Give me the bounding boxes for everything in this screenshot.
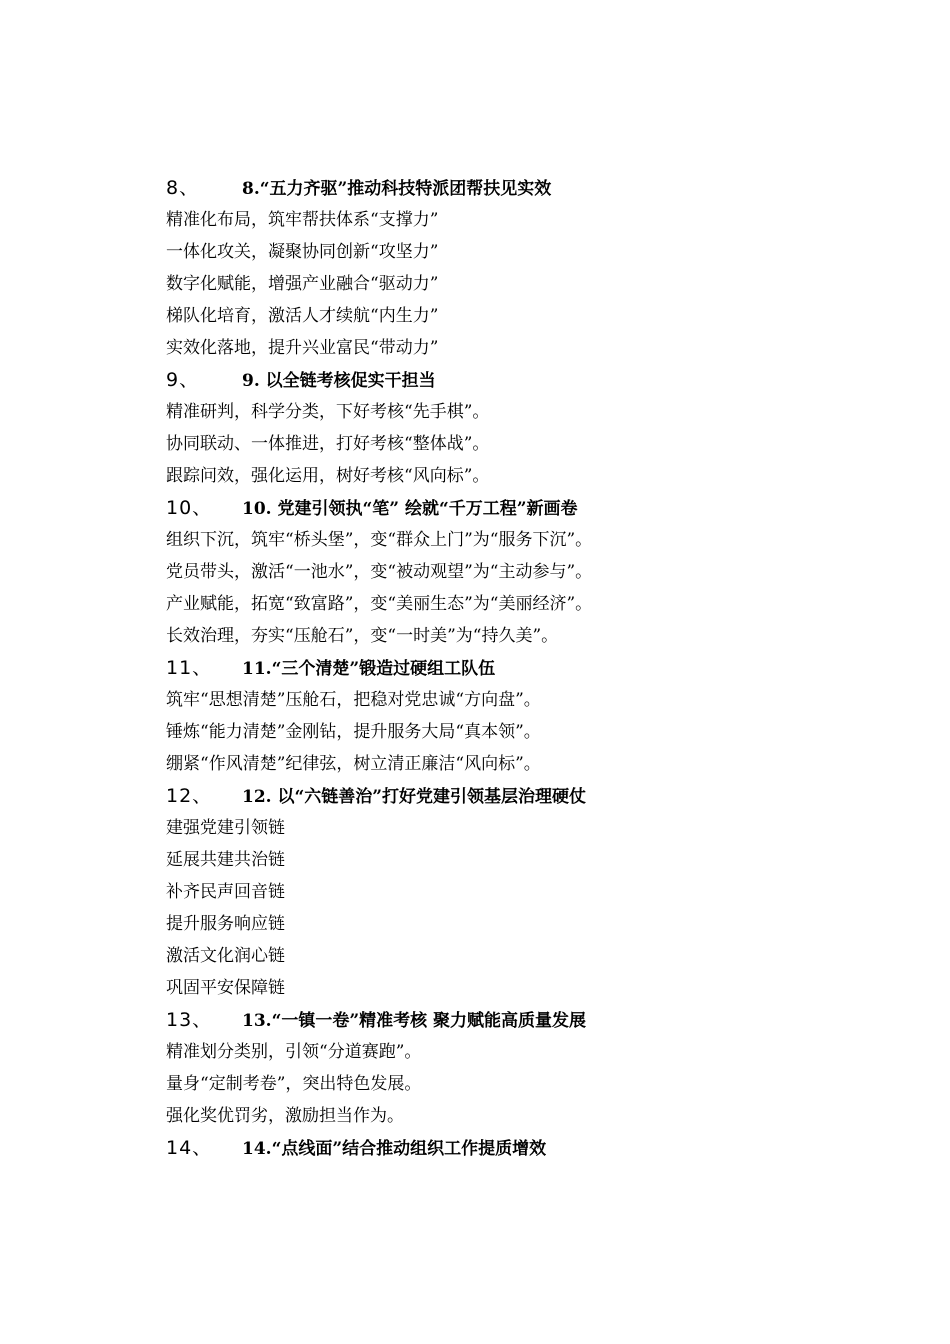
section-line: 实效化落地，提升兴业富民“带动力” <box>166 338 439 358</box>
section-number: 8、 <box>166 177 200 199</box>
section-line: 一体化攻关，凝聚协同创新“攻坚力” <box>166 242 439 262</box>
section-title: 13.“一镇一卷”精准考核 聚力赋能高质量发展 <box>242 1011 587 1031</box>
section-line: 锤炼“能力清楚”金刚钻，提升服务大局“真本领”。 <box>166 722 541 742</box>
section-line: 精准研判，科学分类，下好考核“先手棋”。 <box>166 402 490 422</box>
section-10 <box>166 492 786 652</box>
section-line: 提升服务响应链 <box>166 914 285 934</box>
section-title: 11.“三个清楚”锻造过硬组工队伍 <box>242 659 496 679</box>
section-heading <box>166 492 786 524</box>
section-number: 14、 <box>166 1137 213 1159</box>
section-line: 绷紧“作风清楚”纪律弦，树立清正廉洁“风向标”。 <box>166 754 541 774</box>
section-title: 14.“点线面”结合推动组织工作提质增效 <box>242 1139 547 1159</box>
section-heading <box>166 652 786 684</box>
section-line: 延展共建共治链 <box>166 850 285 870</box>
section-line: 巩固平安保障链 <box>166 978 285 998</box>
section-heading <box>166 1132 786 1164</box>
section-line: 党员带头，激活“一池水”，变“被动观望”为“主动参与”。 <box>166 562 593 582</box>
section-title: 12. 以“六链善治”打好党建引领基层治理硬仗 <box>242 787 587 807</box>
section-number: 11、 <box>166 657 213 679</box>
section-line: 梯队化培育，激活人才续航“内生力” <box>166 306 439 326</box>
section-12 <box>166 780 786 1004</box>
section-heading <box>166 364 786 396</box>
section-line: 精准划分类别，引领“分道赛跑”。 <box>166 1042 422 1062</box>
section-heading <box>166 780 786 812</box>
section-heading <box>166 172 786 204</box>
section-title: 9. 以全链考核促实干担当 <box>242 371 436 391</box>
section-number: 9、 <box>166 369 200 391</box>
section-line: 建强党建引领链 <box>166 818 285 838</box>
section-8 <box>166 172 786 364</box>
section-line: 产业赋能，拓宽“致富路”，变“美丽生态”为“美丽经济”。 <box>166 594 593 614</box>
section-title: 10. 党建引领执“笔” 绘就“千万工程”新画卷 <box>242 499 578 519</box>
section-line: 精准化布局，筑牢帮扶体系“支撑力” <box>166 210 439 230</box>
section-line: 补齐民声回音链 <box>166 882 285 902</box>
section-11 <box>166 652 786 780</box>
section-line: 协同联动、一体推进，打好考核“整体战”。 <box>166 434 490 454</box>
section-line: 跟踪问效，强化运用，树好考核“风向标”。 <box>166 466 490 486</box>
section-line: 组织下沉，筑牢“桥头堡”，变“群众上门”为“服务下沉”。 <box>166 530 593 550</box>
section-title: 8.“五力齐驱”推动科技特派团帮扶见实效 <box>242 179 552 199</box>
section-line: 强化奖优罚劣，激励担当作为。 <box>166 1106 404 1126</box>
section-number: 10、 <box>166 497 213 519</box>
section-heading <box>166 1004 786 1036</box>
section-number: 12、 <box>166 785 213 807</box>
section-line: 量身“定制考卷”，突出特色发展。 <box>166 1074 422 1094</box>
document-body <box>166 172 786 1164</box>
section-9 <box>166 364 786 492</box>
section-13 <box>166 1004 786 1132</box>
section-line: 数字化赋能，增强产业融合“驱动力” <box>166 274 439 294</box>
section-14 <box>166 1132 786 1164</box>
section-line: 筑牢“思想清楚”压舱石，把稳对党忠诚“方向盘”。 <box>166 690 541 710</box>
section-number: 13、 <box>166 1009 213 1031</box>
section-line: 长效治理，夯实“压舱石”，变“一时美”为“持久美”。 <box>166 626 559 646</box>
section-line: 激活文化润心链 <box>166 946 285 966</box>
